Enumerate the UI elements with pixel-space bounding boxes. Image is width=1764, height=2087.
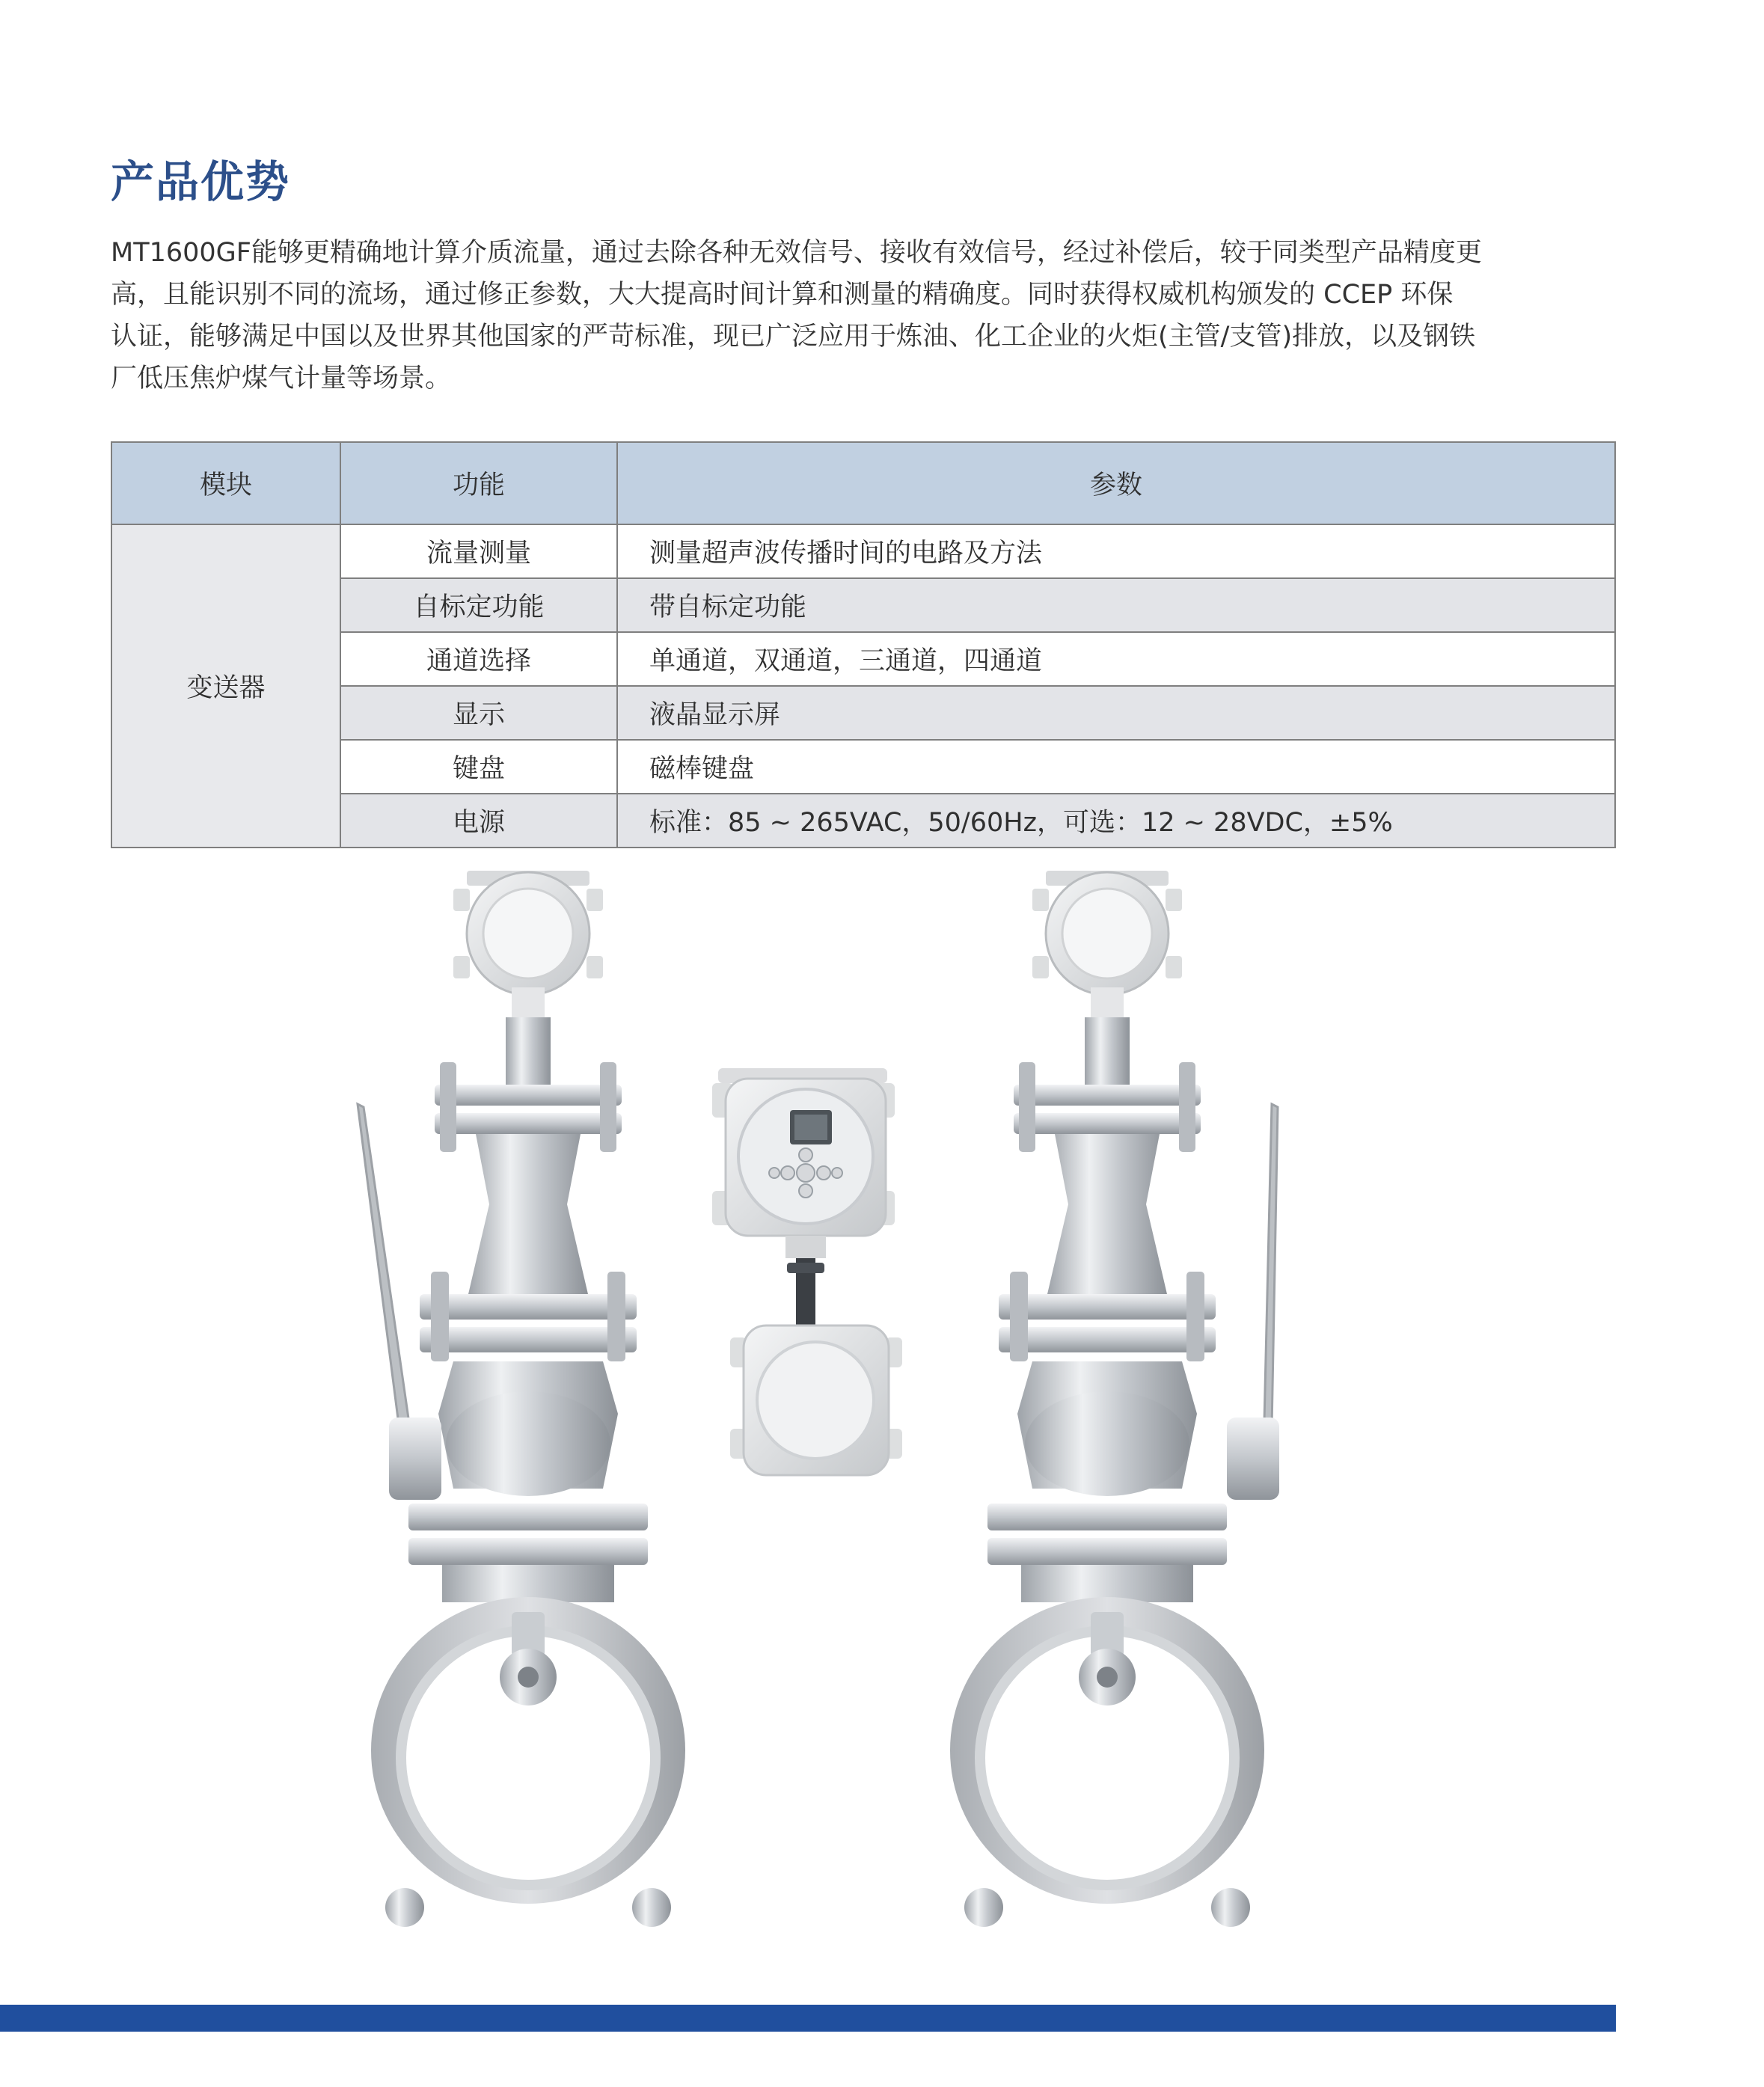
parameter-cell: 标准：85 ~ 265VAC，50/60Hz，可选：12 ~ 28VDC，±5% [617, 794, 1615, 848]
header-parameter: 参数 [617, 442, 1615, 524]
footer-accent-bar [0, 2005, 1616, 2032]
parameter-cell: 带自标定功能 [617, 578, 1615, 632]
module-cell: 变送器 [111, 524, 340, 848]
function-cell: 显示 [340, 686, 617, 740]
function-cell: 自标定功能 [340, 578, 617, 632]
function-cell: 通道选择 [340, 632, 617, 686]
parameter-cell: 单通道，双通道，三通道，四通道 [617, 632, 1615, 686]
function-cell: 键盘 [340, 740, 617, 794]
function-cell: 电源 [340, 794, 617, 848]
flowmeter-right-image [950, 871, 1264, 1927]
function-cell: 流量测量 [340, 524, 617, 578]
flowmeter-left-image [371, 871, 685, 1927]
parameter-cell: 磁棒键盘 [617, 740, 1615, 794]
intro-line: 高，且能识别不同的流场，通过修正参数，大大提高时间计算和测量的精确度。同时获得权威机构颁发的 CCEP 环保 [111, 280, 1454, 310]
header-function: 功能 [340, 442, 617, 524]
valve-handle-left [358, 1104, 423, 1450]
section-title: 产品优势 [111, 156, 291, 207]
intro-line: 认证，能够满足中国以及世界其他国家的严苛标准，现已广泛应用于炼油、化工企业的火炬(主管/支管)排放，以及钢铁 [111, 322, 1476, 352]
parameter-cell: 测量超声波传播时间的电路及方法 [617, 524, 1615, 578]
parameter-cell: 液晶显示屏 [617, 686, 1615, 740]
header-module: 模块 [111, 442, 340, 524]
transmitter-image [712, 1068, 902, 1475]
intro-line: MT1600GF能够更精确地计算介质流量，通过去除各种无效信号、接收有效信号，经过补偿后，较于同类型产品精度更 [111, 238, 1482, 268]
valve-handle-right [1254, 1104, 1278, 1442]
intro-line: 厂低压焦炉煤气计量等场景。 [111, 364, 452, 393]
